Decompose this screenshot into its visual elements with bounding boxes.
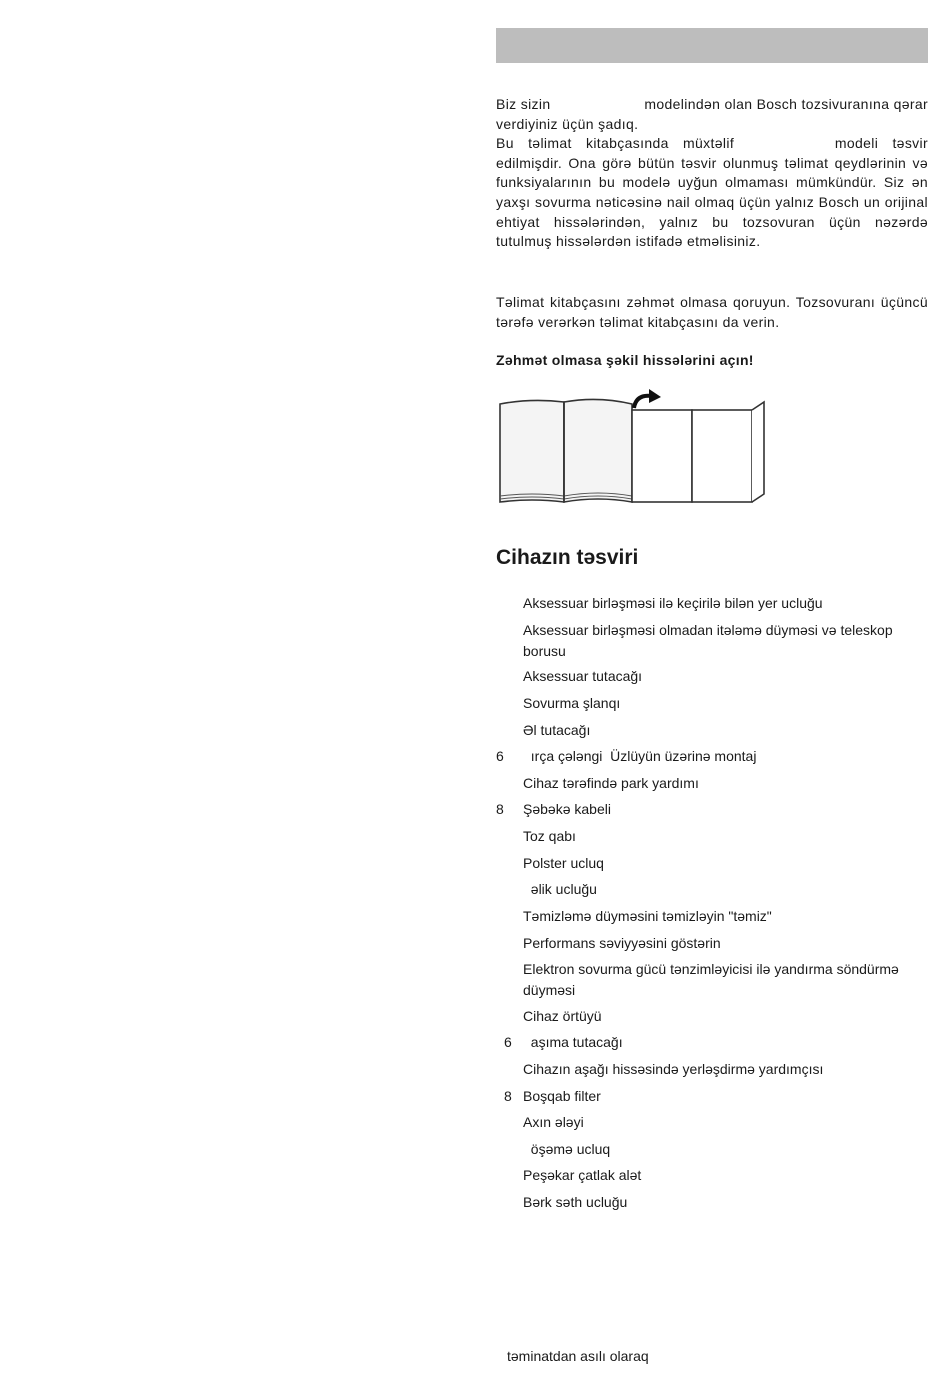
intro-p1-start: Biz sizin [496, 96, 551, 112]
intro-p2-body: edilmişdir. Ona görə bütün təsvir olunmuş təlimat qeydlərinin və funksiyalarının bu modelə uyğun olmaması mümkündür. Siz ən yaxşı sovurma nəticəsinə nail olmaq üçün yalnız Bosch un orijinal ehtiyat hissələrindən, yalnız bu tozsovuran üçün nəzərdə tutulmuş hissələrdən istifadə etməlisiniz. [496, 154, 928, 250]
section-title-wrapper [496, 546, 928, 570]
intro-p2-rest-inline: modeli təsvir [834, 135, 928, 152]
intro-p2-start: Bu təlimat kitabçasında müxtəlif [496, 135, 735, 152]
intro-p1-rest: modelindən olan Bosch tozsivuranına qərar [644, 96, 928, 112]
fold-out-page-illustration [496, 388, 771, 508]
section-title: Cihazın təsviri [496, 546, 639, 569]
header-bar [496, 28, 928, 63]
intro-paragraph-1 [496, 95, 928, 252]
intro-p1-line2: verdiyiniz üçün şadıq. [496, 115, 639, 132]
intro-paragraph-3: Təlimat kitabçasını zəhmət olmasa qoruyun. Tozsovuranı üçüncü tərəfə verərkən təlimat kitabçasını da verin. [496, 294, 928, 330]
footer-note: təminatdan asılı olaraq [507, 1348, 649, 1364]
fold-out-note: Zəhmət olmasa şəkil hissələrini açın! [496, 352, 754, 368]
